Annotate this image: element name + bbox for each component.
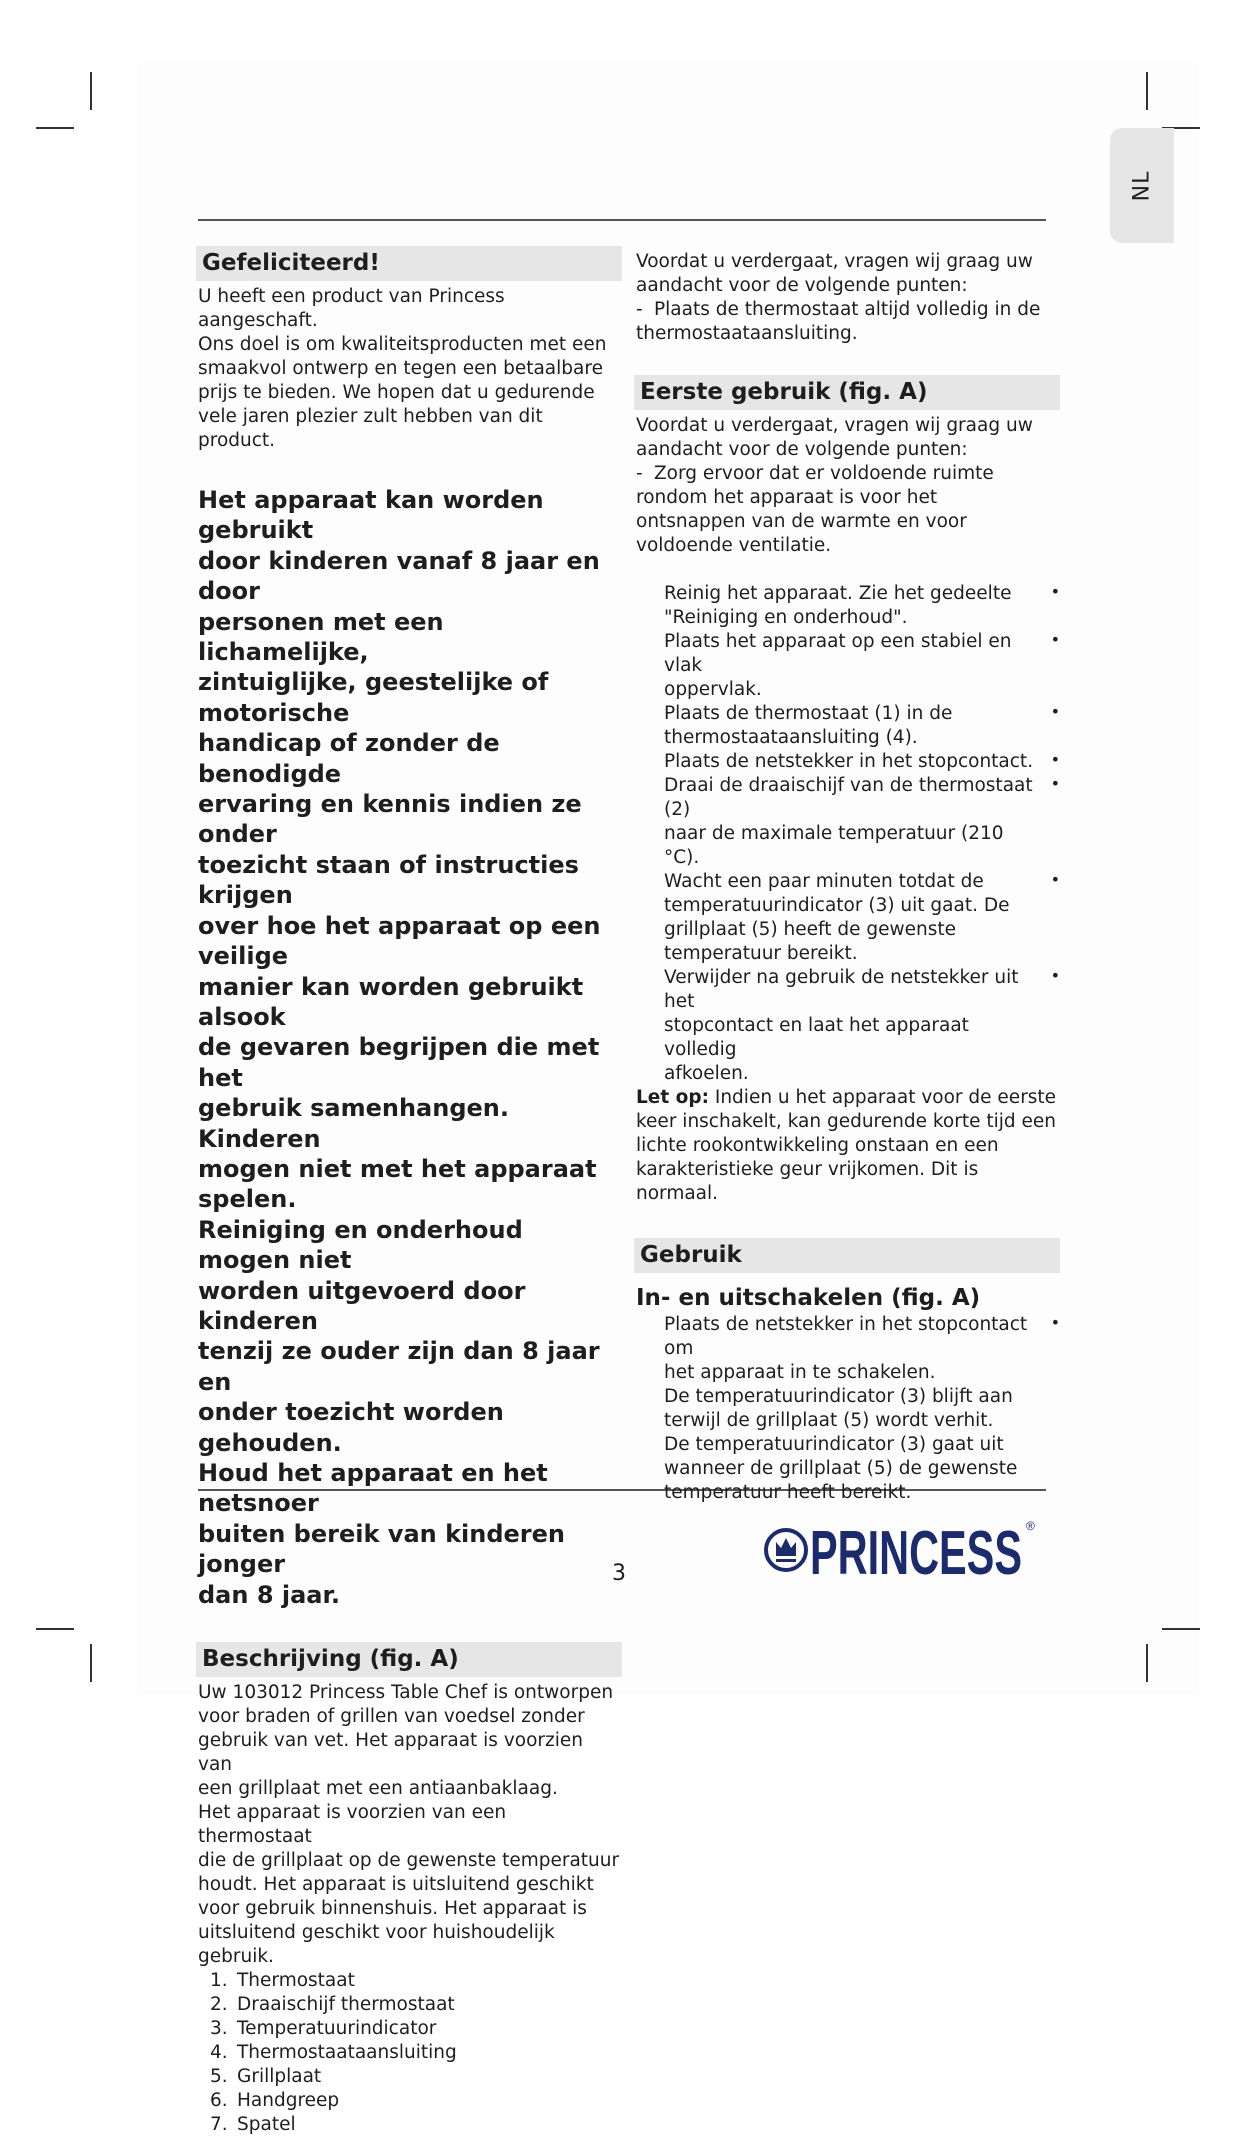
right-column <box>636 250 1060 1505</box>
warning-line: worden uitgevoerd door kinderen <box>198 1276 526 1335</box>
warning-line: Houd het apparaat en het netsnoer <box>198 1459 548 1518</box>
section-heading-first-use: Eerste gebruik (fig. A) <box>634 375 1060 410</box>
description-line: Het apparaat is voorzien van een thermostaat <box>198 1802 507 1848</box>
warning-line: Het apparaat kan worden gebruikt <box>198 486 544 545</box>
top-rule <box>198 219 1046 221</box>
pre-intro-line: Voordat u verdergaat, vragen wij graag uw <box>636 251 1033 272</box>
language-tab <box>1110 128 1174 243</box>
step-item: Plaats de netstekker in het stopcontact om het apparaat in te schakelen. • <box>664 1313 1060 1383</box>
first-use-intro-line: aandacht voor de volgende punten: <box>636 439 968 460</box>
description-line: Uw 103012 Princess Table Chef is ontworpen <box>198 1682 614 1704</box>
list-item: 1. Thermostaat <box>210 1970 355 1992</box>
intro-paragraph <box>198 285 622 453</box>
crop-mark <box>1162 1628 1200 1630</box>
warning-line: over hoe het apparaat op een veilige <box>198 911 601 971</box>
warning-line: personen met een lichamelijke, <box>198 607 444 667</box>
usage-paragraph: De temperatuurindicator (3) blijft aan terwijl de grillplaat (5) wordt verhit. De temperatuurindicator (3) gaat uit wanneer de grillplaat (5) de gewenste temperatuur heeft bereikt. <box>664 1386 1018 1503</box>
subheading-on-off: In- en uitschakelen (fig. A) <box>636 1285 981 1311</box>
description-line: die de grillplaat op de gewenste temperatuur <box>198 1850 620 1872</box>
step-item: Plaats de thermostaat (1) in de thermostaataansluiting (4). • <box>664 702 1060 748</box>
description-line: uitsluitend geschikt voor huishoudelijk gebruik. <box>198 1922 555 1968</box>
dash-item: - Zorg ervoor dat er voldoende ruimte rondom het apparaat is voor het ontsnappen van de warmte en voor voldoende ventilatie. <box>636 463 994 556</box>
step-item: Reinig het apparaat. Zie het gedeelte "Reiniging en onderhoud". • <box>664 582 1060 628</box>
crop-mark <box>36 1628 74 1630</box>
list-item: 7. Spatel <box>210 2114 296 2136</box>
step-item: Wacht een paar minuten totdat de temperatuurindicator (3) uit gaat. De grillplaat (5) heeft de gewenste temperatuur bereikt. • <box>664 870 1060 964</box>
step-item: Plaats het apparaat op een stabiel en vlak oppervlak. • <box>664 630 1060 700</box>
princess-logo <box>764 1514 1040 1586</box>
description-line: houdt. Het apparaat is uitsluitend geschikt <box>198 1874 594 1896</box>
intro-line: vele jaren plezier zult hebben van dit product. <box>198 406 543 451</box>
crop-mark <box>90 1644 92 1682</box>
logo-wordmark: PRINCESS <box>810 1519 1022 1586</box>
page-number: 3 <box>612 1561 626 1586</box>
warning-line: Reiniging en onderhoud mogen niet <box>198 1215 523 1275</box>
intro-line: Ons doel is om kwaliteitsproducten met een <box>198 334 607 355</box>
intro-line: prijs te bieden. We hopen dat u gedurende <box>198 382 595 403</box>
language-code: NL <box>1129 170 1155 201</box>
warning-line: manier kan worden gebruikt alsook <box>198 972 584 1031</box>
list-item: 6. Handgreep <box>210 2090 340 2112</box>
crop-mark <box>1146 72 1148 110</box>
warning-line: ervaring en kennis indien ze onder <box>198 790 582 849</box>
intro-line: smaakvol ontwerp en tegen een betaalbare <box>198 358 603 379</box>
section-heading-description: Beschrijving (fig. A) <box>196 1642 622 1677</box>
description-line: voor gebruik binnenshuis. Het apparaat is <box>198 1898 587 1920</box>
svg-text:®: ® <box>1026 1519 1035 1533</box>
warning-line: zintuiglijke, geestelijke of motorische <box>198 668 549 727</box>
note-paragraph: Let op: Indien u het apparaat voor de eerste keer inschakelt, kan gedurende korte tijd een lichte rookontwikkeling onstaan en een karakteristieke geur vrijkomen. Dit is normaal. <box>636 1087 1057 1204</box>
warning-line: onder toezicht worden gehouden. <box>198 1398 504 1457</box>
description-line: een grillplaat met een antiaanbaklaag. <box>198 1778 558 1800</box>
step-item: Plaats de netstekker in het stopcontact. • <box>664 750 1060 772</box>
step-item: Draai de draaischijf van de thermostaat (2) naar de maximale temperatuur (210 °C). • <box>664 774 1060 868</box>
description-paragraph <box>198 1681 622 1969</box>
warning-line: buiten bereik van kinderen jonger <box>198 1519 566 1579</box>
warning-line: tenzij ze ouder zijn dan 8 jaar en <box>198 1337 600 1396</box>
warning-line: gebruik samenhangen. Kinderen <box>198 1094 509 1153</box>
warning-line: de gevaren begrijpen die met het <box>198 1033 600 1092</box>
warning-line: handicap of zonder de benodigde <box>198 729 500 788</box>
crop-mark <box>1146 1644 1148 1682</box>
first-use-intro-line: Voordat u verdergaat, vragen wij graag uw <box>636 415 1033 436</box>
section-heading-congratulations: Gefeliciteerd! <box>196 246 622 281</box>
warning-line: door kinderen vanaf 8 jaar en door <box>198 546 600 606</box>
list-item: 3. Temperatuurindicator <box>210 2018 437 2040</box>
safety-warning <box>198 485 622 1610</box>
crop-mark <box>90 72 92 110</box>
warning-line: mogen niet met het apparaat spelen. <box>198 1154 597 1214</box>
list-item: 2. Draaischijf thermostaat <box>210 1994 455 2016</box>
parts-list <box>210 1969 622 2137</box>
list-item: 5. Grillplaat <box>210 2066 322 2088</box>
dash-item: - Plaats de thermostaat altijd volledig in de thermostaataansluiting. <box>636 299 1041 344</box>
step-item: Verwijder na gebruik de netstekker uit het stopcontact en laat het apparaat volledig afkoelen. • <box>664 966 1060 1084</box>
section-heading-usage: Gebruik <box>634 1238 1060 1273</box>
description-line: gebruik van vet. Het apparaat is voorzien van <box>198 1730 583 1776</box>
intro-line: U heeft een product van Princess aangeschaft. <box>198 286 505 331</box>
crop-mark <box>36 127 74 129</box>
warning-line: dan 8 jaar. <box>198 1580 341 1609</box>
left-column <box>198 246 622 2137</box>
crown-icon <box>776 1538 796 1556</box>
spacer <box>636 558 1060 582</box>
description-line: voor braden of grillen van voedsel zonder <box>198 1706 585 1728</box>
list-item: 4. Thermostaataansluiting <box>210 2042 457 2064</box>
pre-intro-line: aandacht voor de volgende punten: <box>636 275 968 296</box>
warning-line: toezicht staan of instructies krijgen <box>198 850 579 910</box>
note-label: Let op: <box>636 1087 709 1108</box>
